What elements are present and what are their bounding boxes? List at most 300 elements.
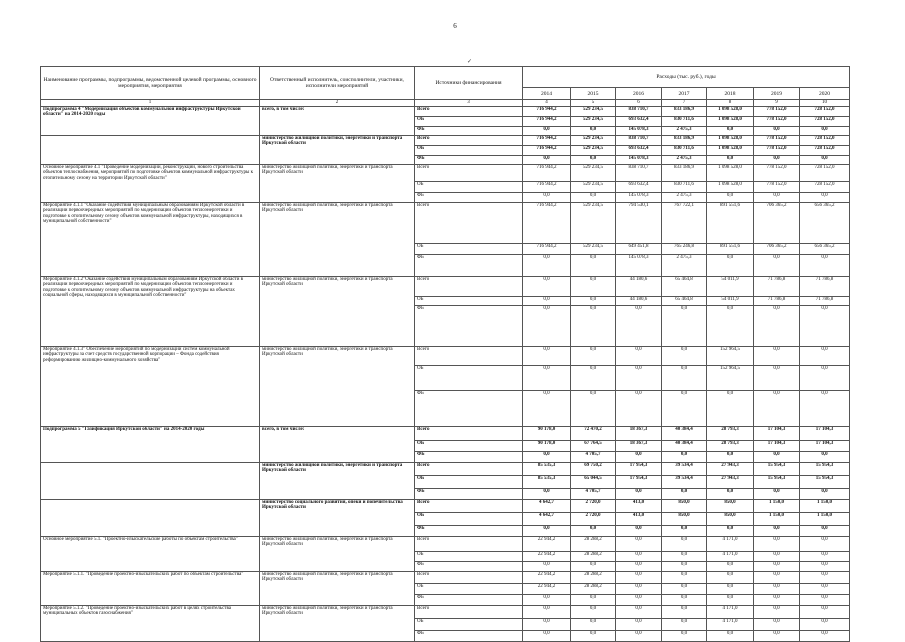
value-cell: 778 152,0 [754,145,800,155]
value-cell: 0,0 [662,583,707,594]
value-cell: 0,0 [662,525,707,536]
value-cell: 0,0 [616,536,662,551]
value-cell: 28 288,2 [571,551,616,561]
table-body [41,106,850,641]
value-cell: 0,0 [523,276,571,296]
value-cell: 15 954,3 [754,462,800,475]
value-cell: 693 632,4 [616,116,662,126]
program-name-cell: Мероприятие 5.1.1. "Проведение проектно-изыскательских работ по объектам строительства" [41,571,260,605]
value-cell: 0,0 [523,525,571,536]
index-cell: 2 [260,100,415,107]
value-cell: 0,0 [662,561,707,571]
value-cell: 838 710,7 [616,164,662,181]
value-cell: 778 152,0 [754,116,800,126]
responsible-cell: министерство жилищной политики, энергетики и транспорта Иркутской области [260,462,415,499]
program-name-cell [41,499,260,536]
value-cell: 0,0 [571,346,616,365]
value-cell: 891 551,6 [707,202,754,243]
responsible-cell: министерство жилищной политики, энергетики и транспорта Иркутской области [260,605,415,641]
responsible-cell: министерство жилищной политики, энергетики и транспорта Иркутской области [260,536,415,571]
value-cell: 850,0 [707,499,754,512]
value-cell: 0,0 [754,365,800,390]
value-cell: 649 451,8 [616,243,662,254]
value-cell: 0,0 [616,488,662,499]
value-cell: 71 786,8 [800,296,850,305]
value-cell: 830 711,6 [662,116,707,126]
value-cell: 0,0 [800,451,850,462]
value-cell: 0,0 [523,126,571,135]
value-cell: 0,0 [754,561,800,571]
table-row [41,536,850,551]
value-cell: 0,0 [707,488,754,499]
value-cell: 0,0 [571,618,616,630]
value-cell: 4 171,0 [707,618,754,630]
value-cell: 0,0 [754,536,800,551]
value-cell: 830 711,6 [662,181,707,192]
source-cell: ФБ [415,305,523,346]
value-cell: 0,0 [571,365,616,390]
value-cell: 0,0 [800,126,850,135]
value-cell: 0,0 [800,192,850,202]
value-cell: 0,0 [707,390,754,426]
value-cell: 830 711,6 [662,145,707,155]
value-cell: 0,0 [616,451,662,462]
value-cell: 152 964,5 [707,365,754,390]
value-cell: 765 246,8 [662,243,707,254]
value-cell: 728 152,0 [800,135,850,145]
value-cell: 145 078,3 [616,126,662,135]
source-cell: Всего [415,346,523,365]
value-cell: 0,0 [523,451,571,462]
value-cell: 0,0 [754,488,800,499]
value-cell: 0,0 [800,605,850,618]
value-cell: 1 098 528,0 [707,106,754,116]
value-cell: 529 234,5 [571,135,616,145]
value-cell: 529 234,5 [571,181,616,192]
value-cell: 0,0 [523,365,571,390]
value-cell: 0,0 [523,296,571,305]
value-cell: 85 535,3 [523,462,571,475]
header-responsible: Ответственный исполнитель, соисполнители, участники, исполнители мероприятий [260,67,415,100]
source-cell: ФБ [415,525,523,536]
value-cell: 27 943,3 [707,462,754,475]
value-cell: 0,0 [571,296,616,305]
value-cell: 0,0 [754,192,800,202]
value-cell: 152 964,5 [707,346,754,365]
source-cell: Всего [415,499,523,512]
value-cell: 0,0 [571,192,616,202]
value-cell: 0,0 [662,365,707,390]
table-row [41,571,850,583]
value-cell: 2 720,0 [571,512,616,525]
value-cell: 0,0 [754,630,800,641]
value-cell: 728 152,0 [800,181,850,192]
value-cell: 716 944,2 [523,116,571,126]
value-cell: 693 632,4 [616,181,662,192]
source-cell: ФБ [415,630,523,641]
value-cell: 0,0 [662,571,707,583]
value-cell: 0,0 [707,561,754,571]
value-cell: 0,0 [616,605,662,618]
value-cell: 0,0 [754,618,800,630]
value-cell: 22 944,2 [523,536,571,551]
value-cell: 0,0 [616,346,662,365]
value-cell: 728 152,0 [800,116,850,126]
value-cell: 767 722,1 [662,202,707,243]
value-cell: 716 944,2 [523,202,571,243]
table-row [41,276,850,296]
value-cell: 44 180,6 [616,276,662,296]
program-name-cell: Основное мероприятие 4.1 "Проведение модернизации, реконструкции, нового строительства объектов теплоснабжения, мероприятий по подготовке объектов коммунальной инфраструктуры к отопительному сезону на территории Иркутской области" [41,164,260,202]
value-cell: 0,0 [616,365,662,390]
value-cell: 0,0 [800,305,850,346]
value-cell: 1 098 528,0 [707,181,754,192]
responsible-cell: министерство жилищной политики, энергетики и транспорта Иркутской области [260,571,415,605]
table-row [41,106,850,116]
source-cell: ОБ [415,551,523,561]
source-cell: ОБ [415,296,523,305]
value-cell: 0,0 [800,365,850,390]
value-cell: 656 365,2 [800,243,850,254]
value-cell: 0,0 [571,305,616,346]
value-cell: 2 720,0 [571,499,616,512]
value-cell: 2 475,3 [662,126,707,135]
year-cell: 2014 [523,88,571,100]
source-cell: ФБ [415,192,523,202]
value-cell: 0,0 [571,126,616,135]
value-cell: 778 152,0 [754,106,800,116]
program-name-cell: Мероприятие 4.1.1 "Оказание содействия муниципальным образованиям Иркутской области в реализации первоочередных мероприятий по модернизации объектов теплоэнергетики и подготовке к отопительному сезону объектов коммунальной инфраструктуры, находящихся в муниципальной собственности" [41,202,260,276]
value-cell: 0,0 [754,525,800,536]
value-cell: 1 098 528,0 [707,145,754,155]
value-cell: 4 171,0 [707,536,754,551]
value-cell: 1 098 528,0 [707,164,754,181]
value-cell: 656 365,2 [800,202,850,243]
value-cell: 0,0 [571,155,616,164]
value-cell: 0,0 [800,630,850,641]
value-cell: 15 954,3 [800,475,850,488]
value-cell: 728 152,0 [800,106,850,116]
value-cell: 4 171,0 [707,551,754,561]
value-cell: 0,0 [754,551,800,561]
program-name-cell [41,135,260,164]
value-cell: 0,0 [707,583,754,594]
source-cell: Всего [415,536,523,551]
value-cell: 716 944,2 [523,145,571,155]
program-name-cell: Основное мероприятие 5.1. "Проектно-изыскательские работы по объектам строительства" [41,536,260,571]
value-cell: 850,0 [707,512,754,525]
header-source: Источники финансирования [415,67,523,100]
value-cell: 0,0 [707,305,754,346]
program-name-cell: Мероприятие 4.1.2"Оказание содействия муниципальным образованиям Иркутской области в реализации первоочередных мероприятий по модернизации объектов теплоэнергетики и подготовке к отопительному сезону объектов коммунальной инфраструктуры на объектах социальной сферы, находящихся в муниципальной собственности" [41,276,260,346]
source-cell: ФБ [415,126,523,135]
value-cell: 0,0 [662,618,707,630]
value-cell: 17 104,3 [800,426,850,440]
value-cell: 0,0 [616,551,662,561]
value-cell: 0,0 [754,605,800,618]
value-cell: 0,0 [662,551,707,561]
value-cell: 1 150,0 [754,512,800,525]
value-cell: 1 150,0 [754,499,800,512]
value-cell: 71 786,8 [800,276,850,296]
value-cell: 0,0 [523,390,571,426]
value-cell: 0,0 [662,390,707,426]
value-cell: 0,0 [523,254,571,276]
value-cell: 529 234,5 [571,106,616,116]
value-cell: 0,0 [662,536,707,551]
value-cell: 0,0 [523,488,571,499]
value-cell: 833 186,9 [662,135,707,145]
year-cell: 2019 [754,88,800,100]
source-cell: ОБ [415,583,523,594]
value-cell: 0,0 [707,192,754,202]
value-cell: 2 475,3 [662,254,707,276]
table-row [41,164,850,181]
value-cell: 28 793,3 [707,440,754,451]
value-cell: 529 234,5 [571,164,616,181]
source-cell: ОБ [415,512,523,525]
value-cell: 85 535,3 [523,475,571,488]
page-number: 6 [453,22,457,30]
value-cell: 850,0 [662,499,707,512]
value-cell: 728 152,0 [800,145,850,155]
value-cell: 0,0 [707,155,754,164]
value-cell: 0,0 [662,305,707,346]
value-cell: 0,0 [523,605,571,618]
value-cell: 0,0 [616,390,662,426]
value-cell: 0,0 [800,618,850,630]
value-cell: 1 098 528,0 [707,135,754,145]
value-cell: 40 384,4 [662,426,707,440]
value-cell: 838 710,7 [616,135,662,145]
value-cell: 17 104,3 [754,440,800,451]
value-cell: 716 944,2 [523,106,571,116]
value-cell: 0,0 [800,155,850,164]
value-cell: 4 642,7 [523,512,571,525]
index-cell: 3 [415,100,523,107]
year-cell: 2020 [800,88,850,100]
source-cell: Всего [415,426,523,440]
index-cell: 9 [754,100,800,107]
value-cell: 90 178,0 [523,426,571,440]
value-cell: 706 365,2 [754,202,800,243]
value-cell: 17 104,3 [800,440,850,451]
value-cell: 0,0 [754,451,800,462]
value-cell: 15 954,3 [754,475,800,488]
source-cell: ФБ [415,594,523,605]
value-cell: 0,0 [523,346,571,365]
value-cell: 4 705,7 [571,488,616,499]
value-cell: 706 365,2 [754,243,800,254]
table-row [41,605,850,618]
value-cell: 716 944,2 [523,164,571,181]
value-cell: 529 234,5 [571,145,616,155]
value-cell: 72 470,2 [571,426,616,440]
source-cell: ФБ [415,254,523,276]
value-cell: 0,0 [662,451,707,462]
value-cell: 4 171,0 [707,605,754,618]
value-cell: 2 475,3 [662,192,707,202]
index-cell: 5 [571,100,616,107]
value-cell: 0,0 [800,583,850,594]
value-cell: 0,0 [616,594,662,605]
value-cell: 39 534,4 [662,475,707,488]
source-cell: ОБ [415,145,523,155]
value-cell: 778 152,0 [754,164,800,181]
value-cell: 15 954,3 [800,462,850,475]
check-mark: ✓ [467,59,473,65]
value-cell: 0,0 [523,630,571,641]
value-cell: 65 464,8 [662,276,707,296]
value-cell: 716 944,2 [523,135,571,145]
responsible-cell: министерство жилищной политики, энергетики и транспорта Иркутской области [260,276,415,346]
value-cell: 0,0 [571,276,616,296]
source-cell: Всего [415,276,523,296]
value-cell: 413,0 [616,499,662,512]
value-cell: 0,0 [571,594,616,605]
value-cell: 0,0 [800,571,850,583]
value-cell: 0,0 [800,488,850,499]
source-cell: ОБ [415,475,523,488]
value-cell: 778 152,0 [754,135,800,145]
value-cell: 833 186,9 [662,164,707,181]
index-cell: 8 [707,100,754,107]
value-cell: 22 944,2 [523,571,571,583]
program-name-cell [41,462,260,499]
value-cell: 17 104,3 [754,426,800,440]
year-cell: 2015 [571,88,616,100]
header-expenses: Расходы (тыс. руб.), годы [523,67,850,88]
index-cell: 1 [41,100,260,107]
value-cell: 891 551,6 [707,243,754,254]
source-cell: ФБ [415,561,523,571]
value-cell: 28 288,2 [571,536,616,551]
value-cell: 0,0 [616,305,662,346]
value-cell: 0,0 [754,346,800,365]
value-cell: 0,0 [662,488,707,499]
responsible-cell: всего, в том числе: [260,426,415,462]
year-cell: 2017 [662,88,707,100]
value-cell: 145 078,3 [616,155,662,164]
source-cell: ФБ [415,155,523,164]
value-cell: 0,0 [707,525,754,536]
value-cell: 0,0 [754,594,800,605]
header-program: Наименование программы, подпрограммы, ведомственной целевой программы, основного мероприятия, мероприятия [41,67,260,100]
value-cell: 0,0 [800,346,850,365]
value-cell: 28 288,2 [571,583,616,594]
value-cell: 65 464,8 [662,296,707,305]
value-cell: 0,0 [571,254,616,276]
table-row [41,462,850,475]
value-cell: 0,0 [707,451,754,462]
responsible-cell: министерство жилищной политики, энергетики и транспорта Иркутской области [260,346,415,426]
value-cell: 0,0 [662,630,707,641]
value-cell: 18 367,3 [616,426,662,440]
value-cell: 0,0 [707,571,754,583]
source-cell: Всего [415,462,523,475]
value-cell: 0,0 [707,126,754,135]
value-cell: 90 178,0 [523,440,571,451]
source-cell: ФБ [415,451,523,462]
responsible-cell: министерство жилищной политики, энергетики и транспорта Иркутской области [260,135,415,164]
value-cell: 0,0 [571,605,616,618]
table-row [41,426,850,440]
value-cell: 0,0 [754,155,800,164]
value-cell: 71 786,8 [754,276,800,296]
value-cell: 39 534,4 [662,462,707,475]
value-cell: 0,0 [800,561,850,571]
source-cell: ФБ [415,390,523,426]
source-cell: ОБ [415,618,523,630]
responsible-cell: министерство жилищной политики, энергетики и транспорта Иркутской области [260,202,415,276]
value-cell: 0,0 [523,192,571,202]
value-cell: 71 786,8 [754,296,800,305]
source-cell: Всего [415,571,523,583]
value-cell: 17 954,3 [616,475,662,488]
value-cell: 4 642,7 [523,499,571,512]
value-cell: 0,0 [571,525,616,536]
source-cell: Всего [415,164,523,181]
value-cell: 794 530,1 [616,202,662,243]
value-cell: 693 632,4 [616,145,662,155]
value-cell: 54 011,9 [707,296,754,305]
source-cell: Всего [415,106,523,116]
table-row [41,202,850,243]
value-cell: 0,0 [571,561,616,571]
source-cell: Всего [415,605,523,618]
value-cell: 0,0 [754,583,800,594]
value-cell: 145 078,3 [616,254,662,276]
year-cell: 2018 [707,88,754,100]
value-cell: 4 705,7 [571,451,616,462]
value-cell: 833 186,9 [662,106,707,116]
source-cell: Всего [415,135,523,145]
value-cell: 0,0 [616,525,662,536]
value-cell: 17 954,3 [616,462,662,475]
table-row [41,346,850,365]
value-cell: 0,0 [662,346,707,365]
value-cell: 838 710,7 [616,106,662,116]
value-cell: 65 044,5 [571,475,616,488]
budget-table [40,66,850,642]
value-cell: 28 793,3 [707,426,754,440]
source-cell: ОБ [415,181,523,192]
value-cell: 0,0 [523,594,571,605]
program-name-cell: Подпрограмма 4 "Модернизация объектов коммунальной инфраструктуры Иркутской области" на 2014-2020 годы [41,106,260,135]
source-cell: ФБ [415,488,523,499]
program-name-cell: Мероприятие 5.1.2. "Проведение проектно-изыскательских работ в целях строительства муниципальных объектов газоснабжения" [41,605,260,641]
value-cell: 0,0 [707,594,754,605]
value-cell: 0,0 [662,594,707,605]
value-cell: 529 234,5 [571,243,616,254]
value-cell: 0,0 [616,571,662,583]
value-cell: 0,0 [800,551,850,561]
value-cell: 529 234,5 [571,116,616,126]
value-cell: 0,0 [571,630,616,641]
value-cell: 0,0 [662,605,707,618]
value-cell: 44 180,6 [616,296,662,305]
value-cell: 0,0 [616,618,662,630]
value-cell: 716 944,2 [523,181,571,192]
value-cell: 0,0 [800,390,850,426]
value-cell: 0,0 [754,390,800,426]
value-cell: 0,0 [800,594,850,605]
value-cell: 0,0 [616,583,662,594]
value-cell: 0,0 [571,390,616,426]
value-cell: 0,0 [616,561,662,571]
value-cell: 0,0 [754,571,800,583]
value-cell: 850,0 [662,512,707,525]
